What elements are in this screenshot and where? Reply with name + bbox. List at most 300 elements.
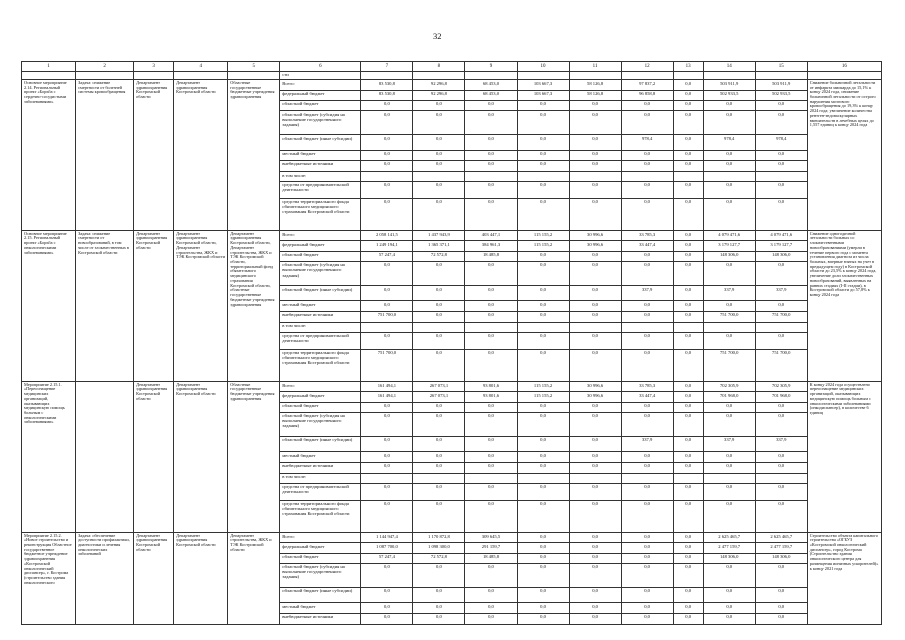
amount-cell: 0,0: [517, 160, 569, 171]
measure-name: Основное мероприятие 2.15. Региональный проект «Борьба с онкологическими заболеваниями»: [22, 231, 76, 382]
measure-task: Задача: снижение смертности от новообразований, в том числе от злокачественных в Костромской области: [76, 231, 134, 382]
amount-cell: 0,0: [361, 436, 413, 451]
amount-cell: 0,0: [703, 181, 755, 198]
amount-cell: 0,0: [569, 111, 621, 135]
amount-cell: 1 170 872,8: [413, 533, 465, 543]
amount-cell: 0,0: [413, 436, 465, 451]
funding-source: Всего:: [280, 382, 361, 392]
empty-cell: [807, 71, 881, 79]
amount-cell: [465, 322, 517, 332]
amount-cell: 0,0: [413, 587, 465, 602]
amount-cell: 0,0: [703, 613, 755, 625]
amount-cell: 2 058 141,5: [361, 231, 413, 241]
amount-cell: 0,0: [621, 261, 673, 285]
amount-cell: 58 126,8: [569, 90, 621, 100]
column-number: 14: [703, 62, 755, 72]
amount-cell: 0,0: [413, 181, 465, 198]
amount-cell: 0,0: [569, 587, 621, 602]
column-number: 10: [517, 62, 569, 72]
amount-cell: [703, 322, 755, 332]
amount-cell: 148 306,0: [755, 251, 807, 261]
amount-cell: 0,0: [413, 286, 465, 301]
amount-cell: 0,0: [465, 402, 517, 412]
amount-cell: 1 087 700,0: [361, 543, 413, 553]
amount-cell: 0,0: [703, 111, 755, 135]
amount-cell: 0,0: [413, 100, 465, 110]
amount-cell: 0,0: [465, 111, 517, 135]
funding-source: местный бюджет: [280, 301, 361, 311]
amount-cell: 0,0: [361, 500, 413, 532]
amount-cell: 0,0: [673, 613, 703, 625]
amount-cell: 0,0: [673, 301, 703, 311]
amount-cell: 0,0: [465, 261, 517, 285]
amount-cell: 0,0: [673, 90, 703, 100]
measure-executor: Департамент здравоохранения Костромской области: [134, 382, 174, 533]
amount-cell: 0,0: [673, 553, 703, 563]
amount-cell: 0,0: [673, 603, 703, 613]
amount-cell: 0,0: [465, 150, 517, 160]
amount-cell: 1 249 194,1: [361, 241, 413, 251]
column-number: 12: [621, 62, 673, 72]
measure-recipient: Областные государственные бюджетные учреждения здравоохранения: [228, 382, 280, 533]
amount-cell: 0,0: [755, 452, 807, 462]
amount-cell: 0,0: [703, 603, 755, 613]
amount-cell: 0,0: [361, 462, 413, 473]
funding-row: [22, 533, 882, 543]
amount-cell: 0,0: [621, 553, 673, 563]
amount-cell: 0,0: [465, 587, 517, 602]
amount-cell: 1 365 371,1: [413, 241, 465, 251]
funding-source: областной бюджет (субсидия на выполнение государственного задания): [280, 111, 361, 135]
amount-cell: 751 700,0: [361, 311, 413, 322]
amount-cell: 0,0: [673, 100, 703, 110]
empty-cell: [673, 71, 703, 79]
funding-source: в том числе:: [280, 172, 361, 182]
amount-cell: 0,0: [673, 349, 703, 381]
amount-cell: 0,0: [673, 452, 703, 462]
amount-cell: 701 968,0: [703, 392, 755, 402]
amount-cell: 0,0: [465, 286, 517, 301]
amount-cell: 1 144 947,4: [361, 533, 413, 543]
amount-cell: 58 126,8: [569, 80, 621, 90]
amount-cell: 0,0: [621, 349, 673, 381]
amount-cell: 0,0: [673, 135, 703, 150]
amount-cell: 291 159,7: [465, 543, 517, 553]
measure-task: [76, 382, 134, 533]
amount-cell: 0,0: [703, 402, 755, 412]
column-number: 4: [174, 62, 228, 72]
amount-cell: 0,0: [517, 533, 569, 543]
funding-source: федеральный бюджет: [280, 543, 361, 553]
amount-cell: 0,0: [703, 332, 755, 349]
amount-cell: 57 247,4: [361, 553, 413, 563]
amount-cell: 0,0: [361, 563, 413, 587]
amount-cell: 0,0: [465, 311, 517, 322]
amount-cell: 0,0: [361, 613, 413, 625]
amount-cell: [673, 172, 703, 182]
measure-name: Мероприятие 2.15.2. «Новое строительство и реконструкция Областное государственное бюджетное учреждение здравоохранения «Костромской онкологический диспансер», г. Кострома (строительство здания онкологического: [22, 533, 76, 625]
amount-cell: 0,0: [755, 402, 807, 412]
funding-source: областной бюджет (иные субсидии): [280, 286, 361, 301]
measure-name: Основное мероприятие 2.14. Региональный проект «Борьба с сердечно-сосудистыми заболеваниями»: [22, 80, 76, 231]
amount-cell: 0,0: [465, 483, 517, 500]
measure-recipient: Областные государственные бюджетные учреждения здравоохранения: [228, 80, 280, 231]
amount-cell: 0,0: [517, 135, 569, 150]
amount-cell: 0,0: [703, 301, 755, 311]
amount-cell: 0,0: [517, 261, 569, 285]
measure-executor: Департамент здравоохранения Костромской области: [134, 80, 174, 231]
amount-cell: 0,0: [755, 462, 807, 473]
amount-cell: 93 801,6: [465, 382, 517, 392]
funding-source: областной бюджет (иные субсидии): [280, 135, 361, 150]
amount-cell: 0,0: [517, 553, 569, 563]
amount-cell: 0,0: [361, 402, 413, 412]
amount-cell: 0,0: [569, 301, 621, 311]
amount-cell: 0,0: [621, 452, 673, 462]
amount-cell: 1 098 300,0: [413, 543, 465, 553]
amount-cell: 0,0: [465, 613, 517, 625]
amount-cell: 0,0: [517, 111, 569, 135]
amount-cell: 33 785,3: [621, 382, 673, 392]
amount-cell: 0,0: [703, 261, 755, 285]
funding-source: областной бюджет (субсидия на выполнение государственного задания): [280, 563, 361, 587]
amount-cell: 502 933,5: [703, 90, 755, 100]
amount-cell: 0,0: [569, 311, 621, 322]
amount-cell: 0,0: [517, 100, 569, 110]
amount-cell: 0,0: [621, 587, 673, 602]
program-table: [21, 61, 882, 625]
amount-cell: [755, 322, 807, 332]
measure-name: Мероприятие 2.15.1. «Переоснащение медицинских организаций, оказывающих медицинскую помощь больным с онкологическими заболеваниями»: [22, 382, 76, 533]
continuation-row: [22, 71, 882, 79]
funding-source: областной бюджет (иные субсидии): [280, 587, 361, 602]
amount-cell: 0,0: [673, 412, 703, 436]
amount-cell: 92 296,8: [413, 80, 465, 90]
amount-cell: 0,0: [465, 135, 517, 150]
funding-source: областной бюджет: [280, 100, 361, 110]
empty-cell: [465, 71, 517, 79]
amount-cell: 0,0: [755, 181, 807, 198]
amount-cell: 0,0: [569, 135, 621, 150]
amount-cell: 0,0: [621, 111, 673, 135]
amount-cell: 148 306,0: [755, 553, 807, 563]
amount-cell: 0,0: [621, 500, 673, 532]
amount-cell: 0,0: [413, 613, 465, 625]
column-number: 16: [807, 62, 881, 72]
measure-result: Снижение одногодичной летальности больных со злокачественными новообразованиями (умерли в течение первого года с момента установления диагноза из числа больных, впервые взятых на учет в предыдущем году) в Костромской области до 23,5% к концу 2024 года, увеличение доли злокачественных новообразований, выявленных на ранних стадиях (I-II стадии), в Костромской области до 57,8% к концу 2024 года: [807, 231, 881, 382]
amount-cell: [569, 172, 621, 182]
funding-source: Всего:: [280, 231, 361, 241]
amount-cell: 103 667,3: [517, 80, 569, 90]
amount-cell: 0,0: [673, 311, 703, 322]
amount-cell: 0,0: [413, 332, 465, 349]
amount-cell: 0,0: [673, 286, 703, 301]
empty-cell: [76, 71, 134, 79]
amount-cell: 751 700,0: [755, 349, 807, 381]
amount-cell: 0,0: [621, 160, 673, 171]
amount-cell: 0,0: [517, 181, 569, 198]
column-number: 1: [22, 62, 76, 72]
amount-cell: 337,9: [621, 286, 673, 301]
amount-cell: 0,0: [465, 452, 517, 462]
amount-cell: 0,0: [517, 500, 569, 532]
column-number: 6: [280, 62, 361, 72]
amount-cell: 978,4: [621, 135, 673, 150]
amount-cell: 0,0: [569, 613, 621, 625]
amount-cell: 0,0: [413, 135, 465, 150]
amount-cell: [621, 172, 673, 182]
amount-cell: 0,0: [673, 462, 703, 473]
amount-cell: 0,0: [621, 402, 673, 412]
amount-cell: 0,0: [621, 543, 673, 553]
amount-cell: 0,0: [465, 181, 517, 198]
amount-cell: 751 700,0: [361, 349, 413, 381]
funding-source: местный бюджет: [280, 603, 361, 613]
funding-source: средства территориального фонда обязательного медицинского страхования Костромской области: [280, 198, 361, 230]
amount-cell: 115 155,2: [517, 241, 569, 251]
amount-cell: 0,0: [361, 286, 413, 301]
amount-cell: 0,0: [673, 160, 703, 171]
amount-cell: 0,0: [569, 261, 621, 285]
amount-cell: 1 437 943,9: [413, 231, 465, 241]
amount-cell: 0,0: [673, 563, 703, 587]
amount-cell: 0,0: [465, 412, 517, 436]
amount-cell: 0,0: [569, 412, 621, 436]
amount-cell: [755, 172, 807, 182]
amount-cell: 30 996,6: [569, 382, 621, 392]
amount-cell: 0,0: [361, 100, 413, 110]
funding-source: местный бюджет: [280, 150, 361, 160]
amount-cell: 30 996,6: [569, 241, 621, 251]
amount-cell: 92 296,8: [413, 90, 465, 100]
amount-cell: 0,0: [465, 563, 517, 587]
amount-cell: 503 911,9: [703, 80, 755, 90]
column-number: 7: [361, 62, 413, 72]
amount-cell: 0,0: [755, 587, 807, 602]
amount-cell: 309 645,5: [465, 533, 517, 543]
amount-cell: 83 530,8: [361, 90, 413, 100]
amount-cell: 0,0: [361, 261, 413, 285]
funding-source: федеральный бюджет: [280, 392, 361, 402]
empty-cell: [569, 71, 621, 79]
amount-cell: 0,0: [673, 587, 703, 602]
empty-cell: [228, 71, 280, 79]
amount-cell: 0,0: [465, 100, 517, 110]
amount-cell: 0,0: [673, 483, 703, 500]
amount-cell: 978,4: [703, 135, 755, 150]
amount-cell: 0,0: [517, 301, 569, 311]
amount-cell: 0,0: [673, 533, 703, 543]
amount-cell: 115 155,2: [517, 392, 569, 402]
amount-cell: [413, 322, 465, 332]
amount-cell: 267 073,1: [413, 392, 465, 402]
amount-cell: 0,0: [361, 412, 413, 436]
funding-source: областной бюджет: [280, 553, 361, 563]
column-number: 15: [755, 62, 807, 72]
measure-task: Задача: обеспечение доступности профилактики, диагностики и лечения онкологических заболеваний: [76, 533, 134, 625]
amount-cell: 0,0: [569, 563, 621, 587]
funding-source: средства территориального фонда обязательного медицинского страхования Костромской области: [280, 349, 361, 381]
empty-cell: [755, 71, 807, 79]
amount-cell: [517, 172, 569, 182]
amount-cell: 0,0: [569, 198, 621, 230]
amount-cell: 0,0: [361, 483, 413, 500]
amount-cell: 0,0: [569, 553, 621, 563]
amount-cell: 0,0: [569, 483, 621, 500]
amount-cell: 337,9: [703, 286, 755, 301]
amount-cell: 0,0: [517, 198, 569, 230]
amount-cell: 0,0: [413, 402, 465, 412]
amount-cell: [621, 322, 673, 332]
funding-source: Всего:: [280, 533, 361, 543]
amount-cell: 18 485,8: [465, 553, 517, 563]
measure-recipient: Департамент здравоохранения Костромской области, Департамент строительства, ЖКХ и ТЭК Костромской области, территориальный фонд обязательного медицинского страхования Костромской области, областные государственные бюджетные учреждения здравоохранения: [228, 231, 280, 382]
amount-cell: 0,0: [755, 332, 807, 349]
measure-task: Задача: снижение смертности от болезней системы кровообращения: [76, 80, 134, 231]
amount-cell: 33 447,4: [621, 241, 673, 251]
funding-source: областной бюджет: [280, 251, 361, 261]
amount-cell: 0,0: [517, 483, 569, 500]
amount-cell: 0,0: [465, 198, 517, 230]
amount-cell: 2 477 159,7: [703, 543, 755, 553]
amount-cell: 68 453,0: [465, 90, 517, 100]
amount-cell: 702 305,9: [703, 382, 755, 392]
amount-cell: 68 453,0: [465, 80, 517, 90]
amount-cell: [703, 172, 755, 182]
amount-cell: 2 625 465,7: [755, 533, 807, 543]
amount-cell: 0,0: [413, 563, 465, 587]
funding-source: средства от предпринимательской деятельности: [280, 181, 361, 198]
amount-cell: [755, 473, 807, 483]
amount-cell: 0,0: [517, 251, 569, 261]
amount-cell: 384 961,3: [465, 241, 517, 251]
amount-cell: 0,0: [569, 462, 621, 473]
column-number: 8: [413, 62, 465, 72]
empty-cell: [517, 71, 569, 79]
amount-cell: 0,0: [755, 301, 807, 311]
amount-cell: 0,0: [413, 301, 465, 311]
amount-cell: 0,0: [703, 563, 755, 587]
amount-cell: 0,0: [673, 198, 703, 230]
amount-cell: 0,0: [755, 198, 807, 230]
empty-cell: [22, 71, 76, 79]
amount-cell: 0,0: [413, 500, 465, 532]
amount-cell: 97 837,2: [621, 80, 673, 90]
amount-cell: 0,0: [361, 301, 413, 311]
amount-cell: 0,0: [703, 198, 755, 230]
column-number: 2: [76, 62, 134, 72]
amount-cell: 0,0: [517, 311, 569, 322]
amount-cell: 0,0: [673, 543, 703, 553]
amount-cell: 0,0: [569, 603, 621, 613]
amount-cell: 0,0: [621, 332, 673, 349]
amount-cell: 0,0: [673, 392, 703, 402]
amount-cell: 0,0: [755, 160, 807, 171]
amount-cell: 0,0: [361, 181, 413, 198]
amount-cell: 0,0: [673, 261, 703, 285]
amount-cell: 0,0: [621, 311, 673, 322]
amount-cell: 57 247,4: [361, 251, 413, 261]
amount-cell: 0,0: [569, 349, 621, 381]
amount-cell: 0,0: [465, 332, 517, 349]
measure-result: Строительство объекта капитального строительства «ОГБУЗ «Костромской онкологический диспансер», город Кострома (Строительство здания онкологического центра для размещения ионизных ускорителей)» к концу 2021 года: [807, 533, 881, 625]
amount-cell: 0,0: [465, 500, 517, 532]
funding-source: областной бюджет (иные субсидии): [280, 436, 361, 451]
amount-cell: 0,0: [361, 135, 413, 150]
amount-cell: 0,0: [673, 436, 703, 451]
amount-cell: 0,0: [413, 483, 465, 500]
amount-cell: 403 447,1: [465, 231, 517, 241]
amount-cell: 0,0: [465, 301, 517, 311]
column-number: 5: [228, 62, 280, 72]
amount-cell: 0,0: [413, 311, 465, 322]
amount-cell: 0,0: [413, 412, 465, 436]
amount-cell: 0,0: [413, 462, 465, 473]
empty-cell: [174, 71, 228, 79]
amount-cell: 0,0: [517, 412, 569, 436]
amount-cell: 103 667,3: [517, 90, 569, 100]
amount-cell: 337,9: [703, 436, 755, 451]
amount-cell: 0,0: [621, 563, 673, 587]
funding-source: Всего:: [280, 80, 361, 90]
amount-cell: 0,0: [413, 452, 465, 462]
amount-cell: 0,0: [361, 198, 413, 230]
amount-cell: 0,0: [517, 452, 569, 462]
amount-cell: 0,0: [361, 332, 413, 349]
amount-cell: 0,0: [517, 563, 569, 587]
amount-cell: 0,0: [703, 150, 755, 160]
amount-cell: 30 996,6: [569, 231, 621, 241]
amount-cell: 0,0: [413, 111, 465, 135]
empty-cell: [621, 71, 673, 79]
amount-cell: 0,0: [673, 150, 703, 160]
funding-source: внебюджетные источники: [280, 160, 361, 171]
amount-cell: 0,0: [673, 181, 703, 198]
column-number: 9: [465, 62, 517, 72]
empty-cell: [134, 71, 174, 79]
amount-cell: 115 155,2: [517, 382, 569, 392]
amount-cell: 3 179 127,7: [755, 241, 807, 251]
amount-cell: 0,0: [673, 332, 703, 349]
amount-cell: 0,0: [673, 402, 703, 412]
amount-cell: [465, 473, 517, 483]
amount-cell: 0,0: [569, 150, 621, 160]
amount-cell: 148 306,0: [703, 251, 755, 261]
measure-coexecutor: Департамент здравоохранения Костромской области: [174, 80, 228, 231]
amount-cell: [413, 172, 465, 182]
amount-cell: 751 700,0: [703, 311, 755, 322]
amount-cell: 0,0: [755, 483, 807, 500]
amount-cell: 2 625 465,7: [703, 533, 755, 543]
amount-cell: 0,0: [673, 111, 703, 135]
amount-cell: 337,9: [621, 436, 673, 451]
amount-cell: [673, 473, 703, 483]
amount-cell: 0,0: [621, 150, 673, 160]
amount-cell: 0,0: [517, 402, 569, 412]
amount-cell: 0,0: [517, 603, 569, 613]
amount-cell: 0,0: [755, 500, 807, 532]
amount-cell: 0,0: [569, 533, 621, 543]
continuation-text: сти: [280, 71, 361, 79]
amount-cell: 0,0: [361, 150, 413, 160]
amount-cell: 0,0: [517, 543, 569, 553]
amount-cell: 702 305,9: [755, 382, 807, 392]
funding-source: внебюджетные источники: [280, 462, 361, 473]
amount-cell: 0,0: [465, 349, 517, 381]
column-number: 11: [569, 62, 621, 72]
amount-cell: 0,0: [621, 483, 673, 500]
amount-cell: [361, 322, 413, 332]
